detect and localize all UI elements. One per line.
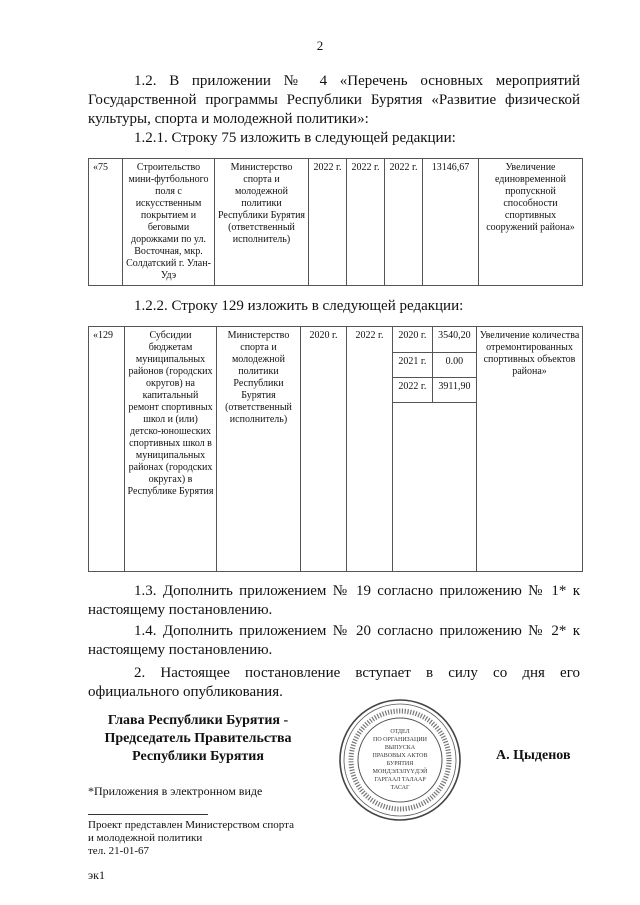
row75-number: «75 — [89, 159, 123, 286]
row129-funding-table — [393, 327, 476, 403]
stamp-text: ВЫПУСКА — [384, 745, 416, 751]
intro-paragraph: 1.2. В приложении № 4 «Перечень основных мероприятий Государственной программы Республики Бурятия «Развитие физической культуры, спорта и молодежной политики»: — [88, 73, 580, 127]
signature-title-line: Республики Бурятия — [132, 749, 264, 764]
row75-name: Строительство мини-футбольного поля с искусственным покрытием и беговыми дорожками по ул. Восточная, мкр. Солдатский г. Улан-Удэ — [123, 159, 215, 286]
stamp-text: БУРЯТИЯ — [386, 761, 414, 767]
row75-start: 2022 г. — [309, 159, 347, 286]
row129-funding — [393, 327, 477, 572]
stamp-text: ОТДЕЛ — [390, 729, 410, 735]
row129-name: Субсидии бюджетам муниципальных районов (городских округов) на капитальный ремонт спортивных школ и (или) детско-юношеских спортивных школ в муниципальных районах (городских округах) в Республике Бурятия — [125, 327, 217, 572]
stamp-text: ПО ОРГАНИЗАЦИИ — [373, 737, 427, 743]
official-stamp — [338, 698, 462, 822]
signature-block — [88, 712, 308, 766]
page-number: 2 — [316, 38, 324, 53]
row129-amount: 0.00 — [432, 352, 476, 377]
item-1-2-1: 1.2.1. Строку 75 изложить в следующей редакции: — [134, 130, 456, 146]
footnote: *Приложения в электронном виде — [88, 784, 263, 798]
stamp-text: МОНДЭЛЭЛҮҮДЭЙ — [372, 769, 428, 775]
row75-amount: 13146,67 — [423, 159, 479, 286]
stamp-text: ПРАВОВЫХ АКТОВ — [372, 753, 428, 759]
footnote-rule — [88, 814, 208, 815]
row129-year: 2020 г. — [393, 327, 432, 352]
item-1-3: 1.3. Дополнить приложением № 19 согласно приложению № 1* к настоящему постановлению. — [88, 583, 580, 618]
row75-year: 2022 г. — [385, 159, 423, 286]
signature-title-line: Председатель Правительства — [104, 731, 292, 746]
row129-start: 2020 г. — [301, 327, 347, 572]
row129-year: 2021 г. — [393, 352, 432, 377]
project-line: Проект представлен Министерством спорта — [88, 819, 294, 831]
stamp-text: ГАРГААЛ ТАЛААР — [374, 777, 426, 783]
item-1-2-2: 1.2.2. Строку 129 изложить в следующей редакции: — [134, 298, 464, 314]
row129-amount: 3911,90 — [432, 377, 476, 402]
signature-title-line: Глава Республики Бурятия - — [107, 713, 289, 728]
project-info — [88, 819, 294, 858]
row75-executor: Министерство спорта и молодежной политики Республики Бурятия (ответственный исполнитель) — [215, 159, 309, 286]
project-phone: тел. 21-01-67 — [88, 845, 150, 857]
table-row-75 — [88, 158, 583, 286]
row129-executor: Министерство спорта и молодежной политики Республики Бурятия (ответственный исполнитель) — [217, 327, 301, 572]
row129-number: «129 — [89, 327, 125, 572]
row129-result: Увеличение количества отремонтированных спортивных объектов района» — [477, 327, 583, 572]
document-code: эк1 — [88, 868, 105, 882]
row75-result: Увеличение единовременной пропускной способности спортивных сооружений района» — [479, 159, 583, 286]
stamp-text: ТАСАГ — [390, 785, 410, 791]
row129-end: 2022 г. — [347, 327, 393, 572]
signature-name: А. Цыденов — [496, 748, 571, 763]
row129-year: 2022 г. — [393, 377, 432, 402]
row75-end: 2022 г. — [347, 159, 385, 286]
row129-amount: 3540,20 — [438, 330, 471, 341]
item-1-4: 1.4. Дополнить приложением № 20 согласно приложению № 2* к настоящему постановлению. — [88, 623, 580, 658]
project-line: и молодежной политики — [88, 832, 203, 844]
item-2: 2. Настоящее постановление вступает в силу со дня его официального опубликования. — [88, 665, 580, 700]
table-row-129 — [88, 326, 583, 572]
